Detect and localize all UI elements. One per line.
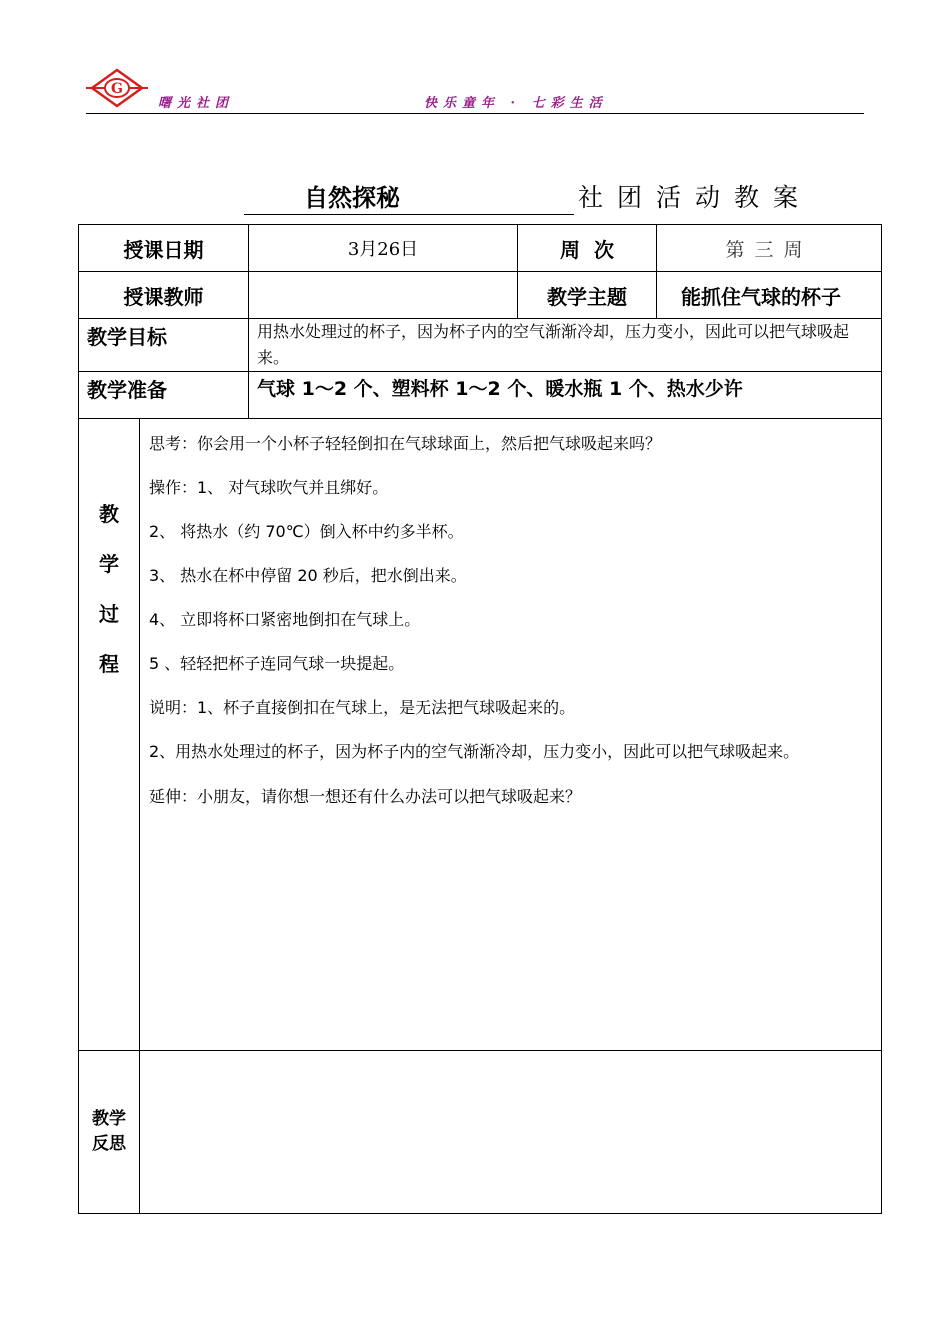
- page-header: [86, 66, 864, 114]
- process-label-char: 过: [99, 602, 119, 626]
- prep-value: 气球 1～2 个、塑料杯 1～2 个、暖水瓶 1 个、热水少许: [249, 372, 882, 419]
- process-label-char: 教: [99, 502, 119, 526]
- week-value: 第三周: [657, 225, 882, 272]
- row-prep: [79, 372, 882, 419]
- row-teacher: [79, 272, 882, 319]
- reflection-label-line: 教学: [92, 1109, 126, 1129]
- document-title: [244, 182, 812, 216]
- org-name: 曙光社团: [158, 96, 235, 111]
- date-value: 3月26日: [249, 225, 518, 272]
- process-line: 5 、轻轻把杯子连同气球一块提起。: [149, 654, 405, 673]
- topic-label: 教学主题: [518, 272, 657, 319]
- row-goal: [79, 319, 882, 372]
- process-line: 延伸：小朋友，请你想一想还有什么办法可以把气球吸起来？: [149, 787, 582, 806]
- row-date: [79, 225, 882, 272]
- process-line: 操作：1、 对气球吹气并且绑好。: [149, 478, 389, 497]
- process-label-char: 学: [99, 552, 119, 576]
- row-process: [79, 419, 882, 1051]
- reflection-label: [79, 1051, 140, 1214]
- process-label-char: 程: [99, 652, 119, 676]
- process-label: [79, 419, 140, 1051]
- row-reflection: [79, 1051, 882, 1214]
- process-line: 思考：你会用一个小杯子轻轻倒扣在气球球面上，然后把气球吸起来吗？: [149, 434, 662, 453]
- process-line: 4、 立即将杯口紧密地倒扣在气球上。: [149, 610, 421, 629]
- process-content: [140, 419, 882, 1051]
- title-suffix: 社团活动教案: [578, 183, 813, 212]
- slogan: 快乐童年 · 七彩生活: [424, 96, 608, 111]
- goal-value: 用热水处理过的杯子，因为杯子内的空气渐渐冷却，压力变小，因此可以把气球吸起来。: [249, 319, 882, 372]
- logo-letter: G: [111, 81, 123, 97]
- club-name: 自然探秘: [244, 182, 574, 215]
- club-logo-icon: [86, 66, 148, 110]
- reflection-label-line: 反思: [92, 1134, 126, 1154]
- teacher-value: [249, 272, 518, 319]
- header-divider: [86, 113, 864, 114]
- teacher-label: 授课教师: [79, 272, 249, 319]
- week-label: 周 次: [518, 225, 657, 272]
- date-label: 授课日期: [79, 225, 249, 272]
- process-line: 2、 将热水（约 70℃）倒入杯中约多半杯。: [149, 522, 464, 541]
- reflection-value: [140, 1051, 882, 1214]
- process-line: 2、用热水处理过的杯子，因为杯子内的空气渐渐冷却，压力变小，因此可以把气球吸起来。: [149, 742, 800, 761]
- process-line: 3、 热水在杯中停留 20 秒后，把水倒出来。: [149, 566, 467, 585]
- prep-label: 教学准备: [79, 372, 249, 419]
- topic-value: 能抓住气球的杯子: [657, 272, 882, 319]
- goal-label: 教学目标: [79, 319, 249, 372]
- lesson-plan-table: [78, 224, 882, 1214]
- process-line: 说明：1、杯子直接倒扣在气球上，是无法把气球吸起来的。: [149, 698, 576, 717]
